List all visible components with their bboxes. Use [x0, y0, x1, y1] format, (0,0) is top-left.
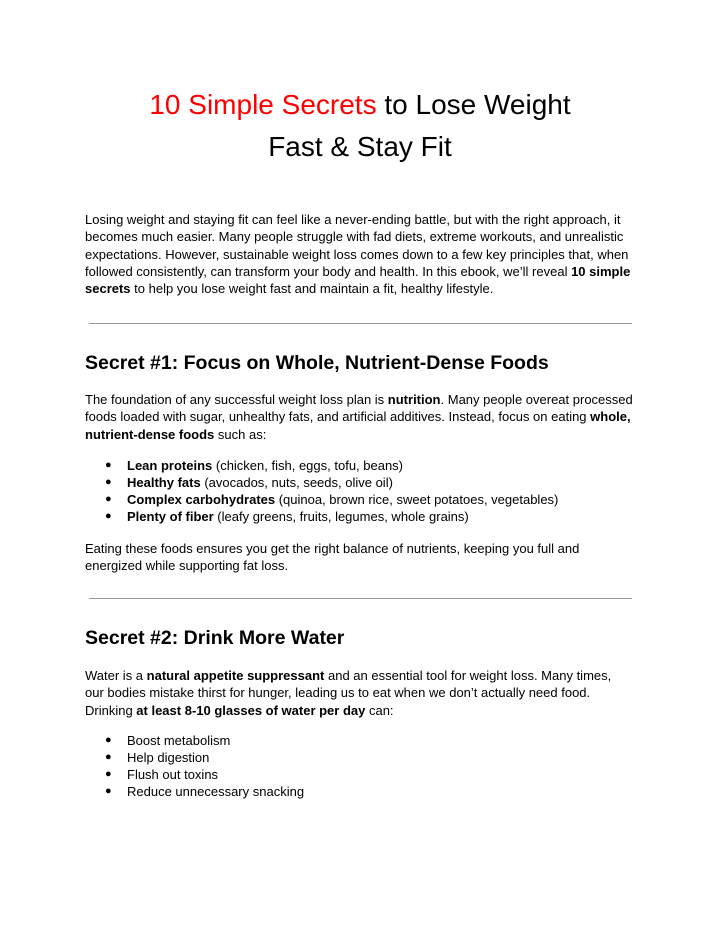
- list-item: [85, 749, 633, 766]
- list-item-bold: Complex carbohydrates: [127, 492, 276, 507]
- secret2-p1-d: at least 8-10 glasses of water per day: [136, 702, 366, 718]
- bullet: ●: [105, 785, 112, 797]
- secret1-heading: Secret #1: Focus on Whole, Nutrient-Dense Foods: [85, 352, 549, 374]
- list-item-text: (leafy greens, fruits, legumes, whole grains): [213, 509, 469, 524]
- secret2-paragraph: [85, 667, 633, 719]
- intro-tail: to help you lose weight fast and maintain a fit, healthy lifestyle.: [130, 281, 494, 297]
- intro-text: Losing weight and staying fit can feel like a never-ending battle, but with the right approach, it becomes much easier. Many people struggle with fad diets, extreme workouts, and unrealistic expectations. However, sustainable weight loss comes down to a few key principles that, when followed consistently, can transform your body and health. In this ebook, we’ll reveal: [85, 212, 629, 279]
- secret1-paragraph: [85, 391, 633, 443]
- bullet: ●: [105, 510, 112, 522]
- secret1-list: [85, 457, 633, 525]
- list-item-text: (avocados, nuts, seeds, olive oil): [200, 475, 393, 490]
- list-item-bold: Plenty of fiber: [127, 509, 214, 524]
- bullet: ●: [105, 459, 112, 471]
- bullet: ●: [105, 751, 112, 763]
- list-item: [85, 732, 633, 749]
- secret1-p1-d: whole, nutrient-dense foods: [85, 409, 631, 442]
- title-highlight: 10 Simple Secrets: [149, 89, 377, 120]
- secret2-p1-a: Water is a: [85, 668, 147, 683]
- bullet: ●: [105, 476, 112, 488]
- list-item-text: Boost metabolism: [127, 733, 231, 748]
- list-item: [85, 491, 633, 508]
- intro-paragraph: [85, 211, 633, 297]
- page-title: [85, 84, 635, 168]
- secret1-p1-b: nutrition: [387, 392, 441, 407]
- list-item: [85, 474, 633, 491]
- intro-bold: 10 simple secrets: [85, 263, 631, 297]
- bullet: ●: [105, 493, 112, 505]
- title-line2: Fast & Stay Fit: [268, 131, 452, 162]
- bullet: ●: [105, 734, 112, 746]
- secret2-p1-c: and an essential tool for weight loss. Many times, our bodies mistake thirst for hunger, leading us to eat when we don’t actually need food. Drinking: [85, 668, 612, 718]
- secret1-p1-c: . Many people overeat processed foods loaded with sugar, unhealthy fats, and artificial additives. Instead, focus on eating: [85, 392, 633, 425]
- list-item-text: (chicken, fish, eggs, tofu, beans): [212, 458, 404, 473]
- secret2-p1-b: natural appetite suppressant: [146, 668, 325, 683]
- section-divider: [89, 323, 632, 324]
- list-item: [85, 783, 633, 800]
- list-item-bold: Lean proteins: [127, 458, 213, 473]
- secret1-p1-a: The foundation of any successful weight loss plan is: [85, 392, 388, 407]
- list-item-text: Reduce unnecessary snacking: [127, 784, 305, 799]
- bullet: ●: [105, 768, 112, 780]
- list-item-bold: Healthy fats: [127, 475, 201, 490]
- list-item-text: Flush out toxins: [127, 767, 219, 782]
- list-item: [85, 457, 633, 474]
- secret2-list: [85, 732, 633, 800]
- list-item-text: Help digestion: [127, 750, 210, 765]
- secret2-heading: Secret #2: Drink More Water: [85, 627, 345, 649]
- list-item: [85, 766, 633, 783]
- title-rest: to Lose Weight: [384, 89, 571, 120]
- secret2-p1-e: can:: [365, 702, 394, 718]
- secret1-summary: Eating these foods ensures you get the right balance of nutrients, keeping you full and energized while supporting fat loss.: [85, 541, 580, 574]
- secret1-p1-e: such as:: [214, 426, 267, 442]
- section-divider: [89, 598, 632, 599]
- list-item-text: (quinoa, brown rice, sweet potatoes, vegetables): [275, 492, 559, 507]
- list-item: [85, 508, 633, 525]
